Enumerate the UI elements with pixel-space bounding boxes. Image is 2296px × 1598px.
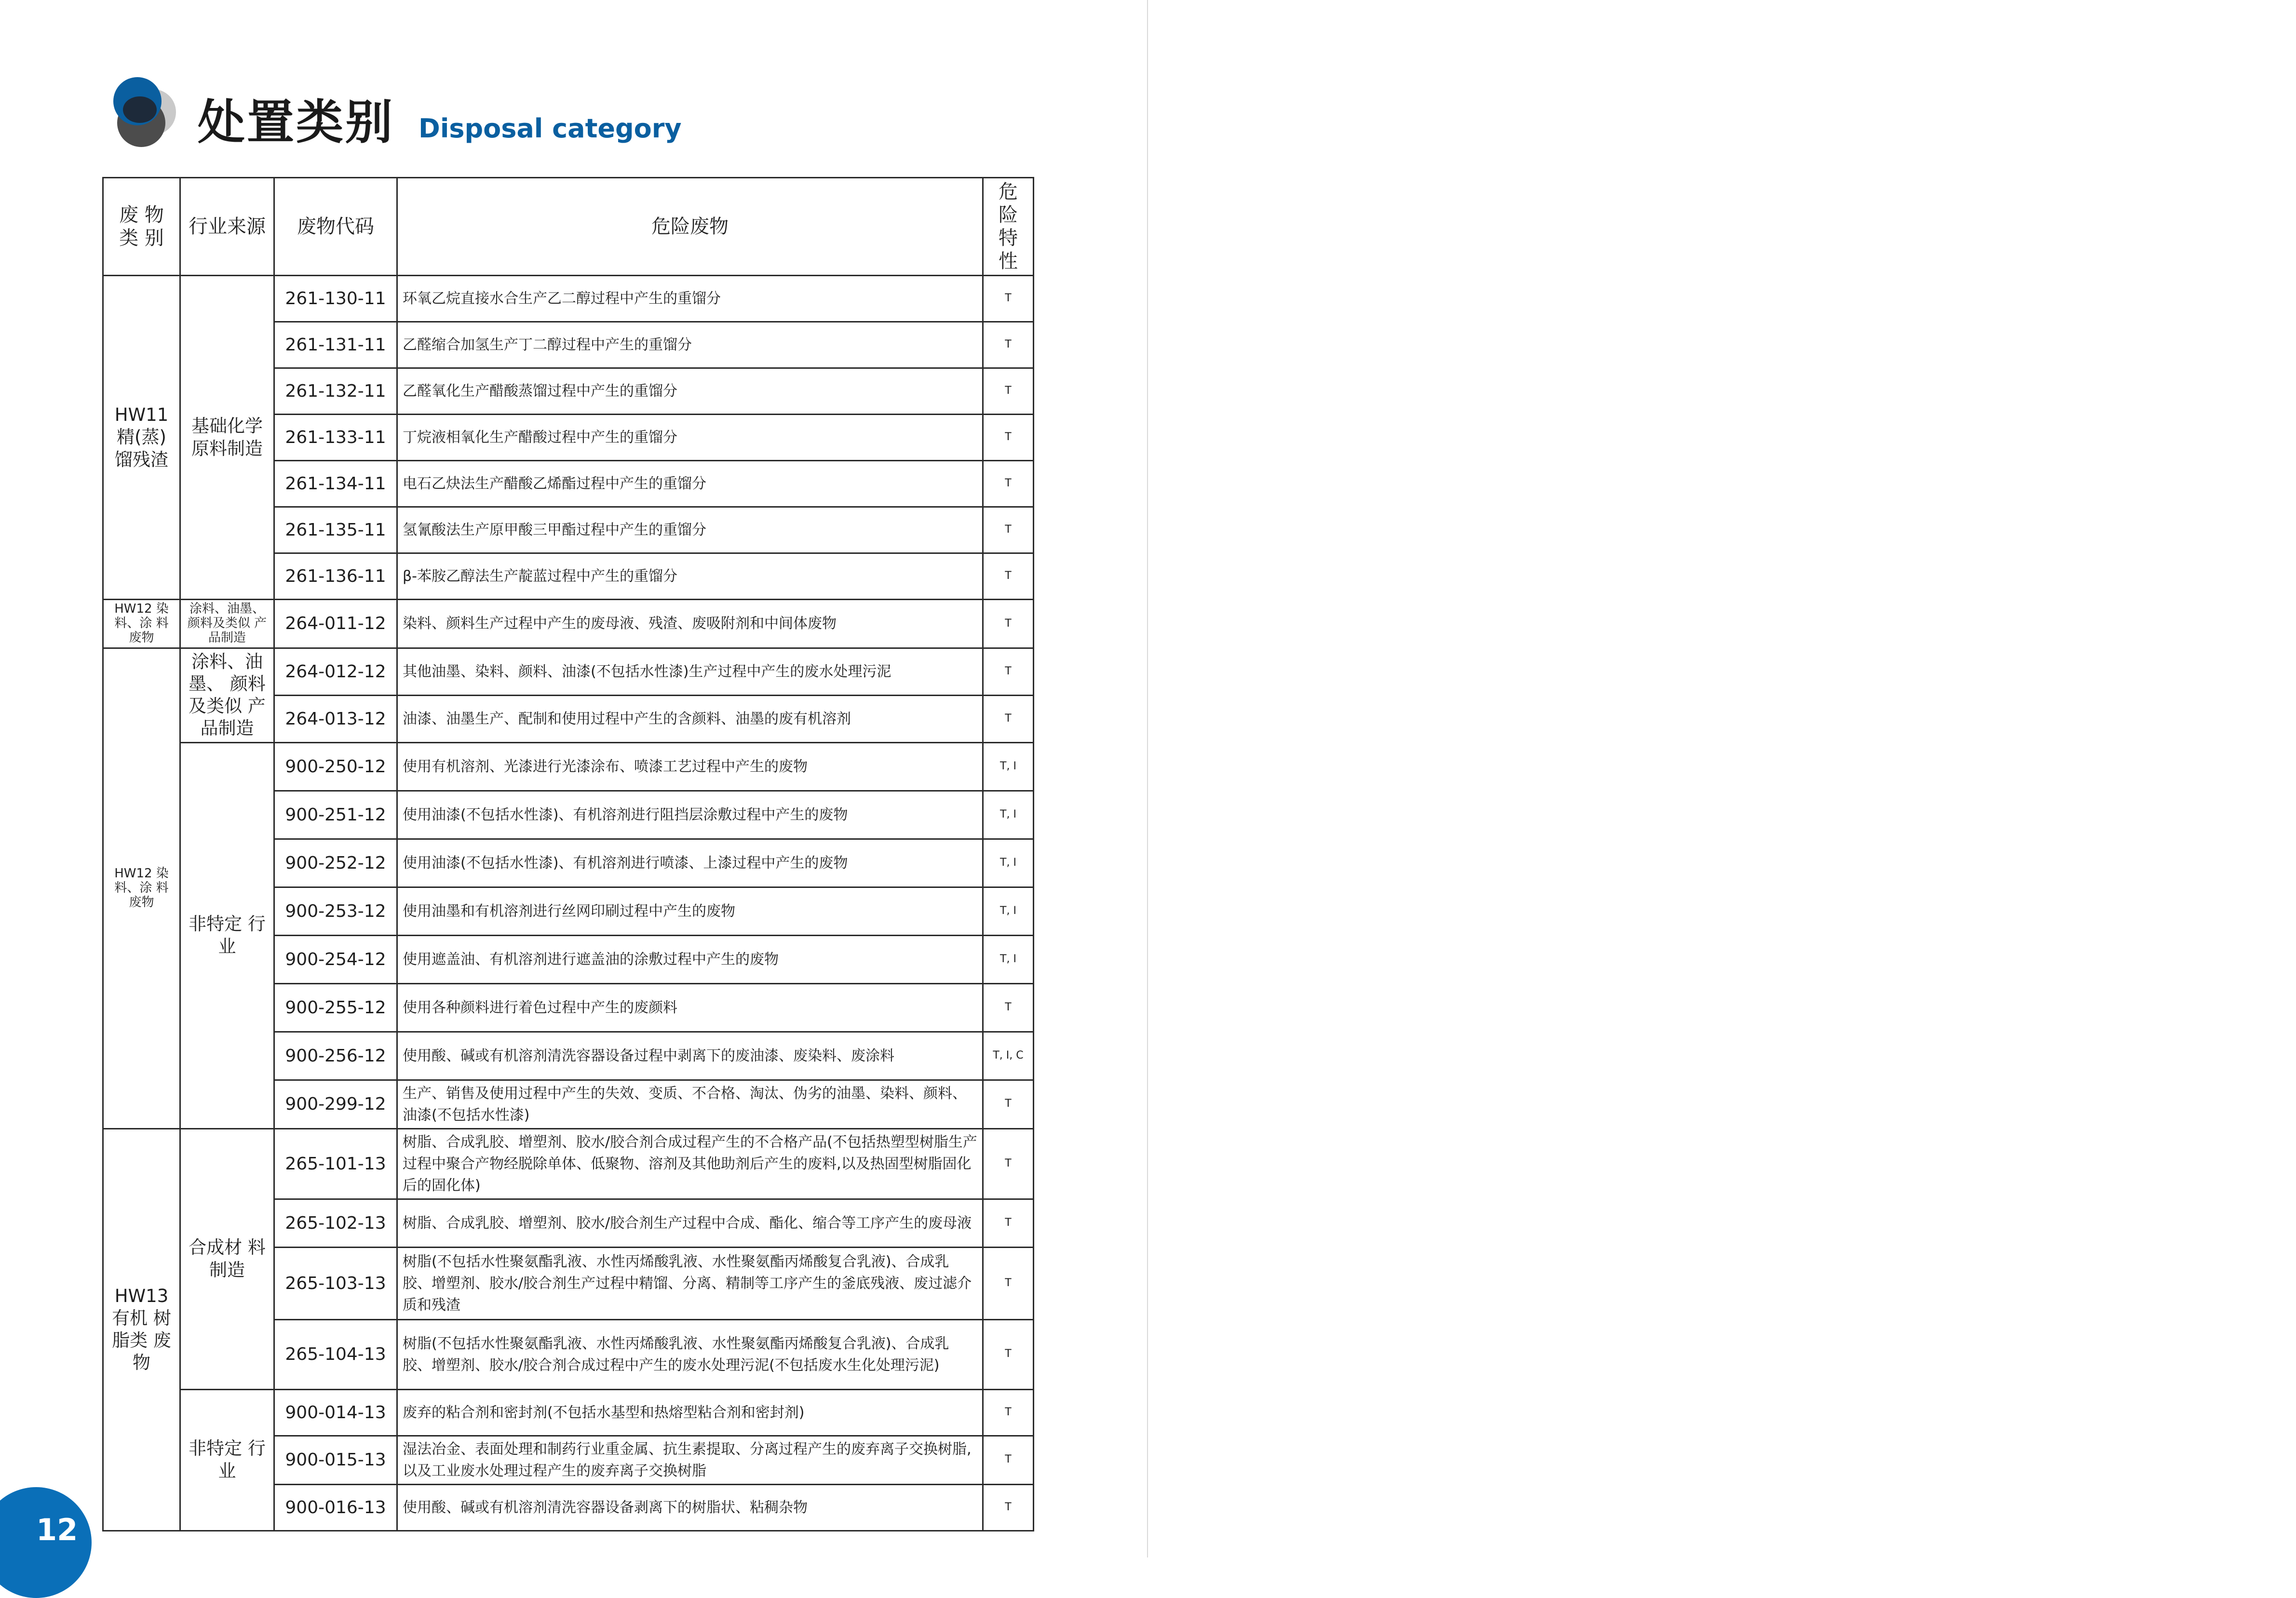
waste-description: 使用油漆(不包括水性漆)、有机溶剂进行阻挡层涂敷过程中产生的废物 xyxy=(397,791,983,839)
right-page xyxy=(1148,0,2296,1558)
hazard-characteristic: T xyxy=(983,695,1034,742)
waste-code: 264-011-12 xyxy=(274,600,397,648)
waste-code: 900-015-13 xyxy=(274,1436,397,1484)
industry-cell: 非特定 行业 xyxy=(180,742,274,1128)
waste-description: 电石乙炔法生产醋酸乙烯酯过程中产生的重馏分 xyxy=(397,461,983,507)
waste-code: 261-136-11 xyxy=(274,553,397,600)
industry-cell: 涂料、油墨、 颜料及类似 产品制造 xyxy=(180,600,274,648)
hazard-characteristic: T xyxy=(983,600,1034,648)
hazard-characteristic: T xyxy=(983,983,1034,1032)
hazard-characteristic: T, I xyxy=(983,935,1034,983)
waste-description: 其他油墨、染料、颜料、油漆(不包括水性漆)生产过程中产生的废水处理污泥 xyxy=(397,648,983,695)
category-cell: HW12 染料、涂 料废物 xyxy=(103,600,180,648)
table-row xyxy=(103,742,1034,791)
industry-cell: 涂料、油墨、 颜料及类似 产品制造 xyxy=(180,648,274,742)
waste-code: 265-101-13 xyxy=(274,1128,397,1199)
category-cell: HW13 有机 树脂类 废物 xyxy=(103,1128,180,1531)
table-row xyxy=(103,600,1034,648)
waste-description: 氢氰酸法生产原甲酸三甲酯过程中产生的重馏分 xyxy=(397,507,983,553)
category-cell: HW11 精(蒸) 馏残渣 xyxy=(103,276,180,600)
left-page xyxy=(0,0,1148,1558)
hazard-characteristic: T xyxy=(983,1484,1034,1531)
disposal-table-left xyxy=(102,177,1034,1531)
waste-description: 树脂、合成乳胶、增塑剂、胶水/胶合剂生产过程中合成、酯化、缩合等工序产生的废母液 xyxy=(397,1199,983,1247)
hazard-characteristic: T, I, C xyxy=(983,1032,1034,1080)
waste-description: 废弃的粘合剂和密封剂(不包括水基型和热熔型粘合剂和密封剂) xyxy=(397,1389,983,1436)
company-logo xyxy=(108,75,181,147)
waste-description: 使用遮盖油、有机溶剂进行遮盖油的涂敷过程中产生的废物 xyxy=(397,935,983,983)
waste-code: 265-103-13 xyxy=(274,1247,397,1319)
waste-code: 261-135-11 xyxy=(274,507,397,553)
hazard-characteristic: T, I xyxy=(983,839,1034,887)
hazard-characteristic: T xyxy=(983,1080,1034,1128)
waste-code: 900-253-12 xyxy=(274,887,397,935)
waste-code: 265-104-13 xyxy=(274,1319,397,1389)
waste-code: 265-102-13 xyxy=(274,1199,397,1247)
waste-code: 261-133-11 xyxy=(274,415,397,461)
page-number: 12 xyxy=(36,1512,78,1547)
waste-description: 树脂、合成乳胶、增塑剂、胶水/胶合剂合成过程产生的不合格产品(不包括热塑型树脂生产过程中聚合产物经脱除单体、低聚物、溶剂及其他助剂后产生的废料,以及热固型树脂固化后的固化体) xyxy=(397,1128,983,1199)
waste-code: 900-016-13 xyxy=(274,1484,397,1531)
waste-description: 使用油漆(不包括水性漆)、有机溶剂进行喷漆、上漆过程中产生的废物 xyxy=(397,839,983,887)
waste-code: 261-132-11 xyxy=(274,368,397,415)
waste-description: 乙醛氧化生产醋酸蒸馏过程中产生的重馏分 xyxy=(397,368,983,415)
hazard-characteristic: T, I xyxy=(983,742,1034,791)
waste-code: 261-131-11 xyxy=(274,322,397,368)
waste-description: 丁烷液相氧化生产醋酸过程中产生的重馏分 xyxy=(397,415,983,461)
waste-code: 264-012-12 xyxy=(274,648,397,695)
waste-description: 油漆、油墨生产、配制和使用过程中产生的含颜料、油墨的废有机溶剂 xyxy=(397,695,983,742)
waste-description: 使用各种颜料进行着色过程中产生的废颜料 xyxy=(397,983,983,1032)
hazard-characteristic: T xyxy=(983,322,1034,368)
industry-cell: 合成材 料制造 xyxy=(180,1128,274,1389)
waste-description: 使用酸、碱或有机溶剂清洗容器设备剥离下的树脂状、粘稠杂物 xyxy=(397,1484,983,1531)
hazard-characteristic: T xyxy=(983,553,1034,600)
hazard-characteristic: T xyxy=(983,1247,1034,1319)
waste-code: 261-130-11 xyxy=(274,276,397,322)
page-subtitle: Disposal category xyxy=(419,113,682,144)
col-header-description: 危险废物 xyxy=(397,178,983,276)
hazard-characteristic: T xyxy=(983,368,1034,415)
table-row xyxy=(103,276,1034,322)
page-title: 处置类别 xyxy=(198,95,395,150)
category-cell: HW12 染料、涂 料废物 xyxy=(103,648,180,1128)
col-header-hazard: 危 险 特 性 xyxy=(983,178,1034,276)
waste-code: 900-014-13 xyxy=(274,1389,397,1436)
waste-description: 生产、销售及使用过程中产生的失效、变质、不合格、淘汰、伪劣的油墨、染料、颜料、油漆(不包括水性漆) xyxy=(397,1080,983,1128)
hazard-characteristic: T xyxy=(983,1389,1034,1436)
hazard-characteristic: T xyxy=(983,1436,1034,1484)
waste-description: 树脂(不包括水性聚氨酯乳液、水性丙烯酸乳液、水性聚氨酯丙烯酸复合乳液)、合成乳胶、增塑剂、胶水/胶合剂生产过程中精馏、分离、精制等工序产生的釜底残液、废过滤介质和残渣 xyxy=(397,1247,983,1319)
waste-description: 使用油墨和有机溶剂进行丝网印刷过程中产生的废物 xyxy=(397,887,983,935)
waste-description: 乙醛缩合加氢生产丁二醇过程中产生的重馏分 xyxy=(397,322,983,368)
waste-code: 900-252-12 xyxy=(274,839,397,887)
industry-cell: 非特定 行业 xyxy=(180,1389,274,1531)
waste-code: 261-134-11 xyxy=(274,461,397,507)
waste-code: 264-013-12 xyxy=(274,695,397,742)
waste-description: 染料、颜料生产过程中产生的废母液、残渣、废吸附剂和中间体废物 xyxy=(397,600,983,648)
table-header-row xyxy=(103,178,1034,276)
hazard-characteristic: T, I xyxy=(983,887,1034,935)
hazard-characteristic: T xyxy=(983,415,1034,461)
waste-code: 900-255-12 xyxy=(274,983,397,1032)
table-row xyxy=(103,1389,1034,1436)
waste-description: 使用酸、碱或有机溶剂清洗容器设备过程中剥离下的废油漆、废染料、废涂料 xyxy=(397,1032,983,1080)
hazard-characteristic: T xyxy=(983,1319,1034,1389)
waste-description: 湿法冶金、表面处理和制药行业重金属、抗生素提取、分离过程产生的废弃离子交换树脂,以及工业废水处理过程产生的废弃离子交换树脂 xyxy=(397,1436,983,1484)
hazard-characteristic: T, I xyxy=(983,791,1034,839)
page-number-badge xyxy=(0,1487,92,1598)
col-header-industry: 行业来源 xyxy=(180,178,274,276)
table-row xyxy=(103,648,1034,695)
waste-description: β-苯胺乙醇法生产靛蓝过程中产生的重馏分 xyxy=(397,553,983,600)
col-header-code: 废物代码 xyxy=(274,178,397,276)
waste-code: 900-299-12 xyxy=(274,1080,397,1128)
col-header-category: 废 物 类 别 xyxy=(103,178,180,276)
waste-code: 900-251-12 xyxy=(274,791,397,839)
hazard-characteristic: T xyxy=(983,1199,1034,1247)
waste-code: 900-256-12 xyxy=(274,1032,397,1080)
waste-description: 使用有机溶剂、光漆进行光漆涂布、喷漆工艺过程中产生的废物 xyxy=(397,742,983,791)
hazard-characteristic: T xyxy=(983,1128,1034,1199)
waste-description: 环氧乙烷直接水合生产乙二醇过程中产生的重馏分 xyxy=(397,276,983,322)
hazard-characteristic: T xyxy=(983,461,1034,507)
industry-cell: 基础化学 原料制造 xyxy=(180,276,274,600)
waste-description: 树脂(不包括水性聚氨酯乳液、水性丙烯酸乳液、水性聚氨酯丙烯酸复合乳液)、合成乳胶、增塑剂、胶水/胶合剂合成过程中产生的废水处理污泥(不包括废水生化处理污泥) xyxy=(397,1319,983,1389)
hazard-characteristic: T xyxy=(983,276,1034,322)
hazard-characteristic: T xyxy=(983,648,1034,695)
waste-code: 900-254-12 xyxy=(274,935,397,983)
waste-code: 900-250-12 xyxy=(274,742,397,791)
table-row xyxy=(103,1128,1034,1199)
hazard-characteristic: T xyxy=(983,507,1034,553)
